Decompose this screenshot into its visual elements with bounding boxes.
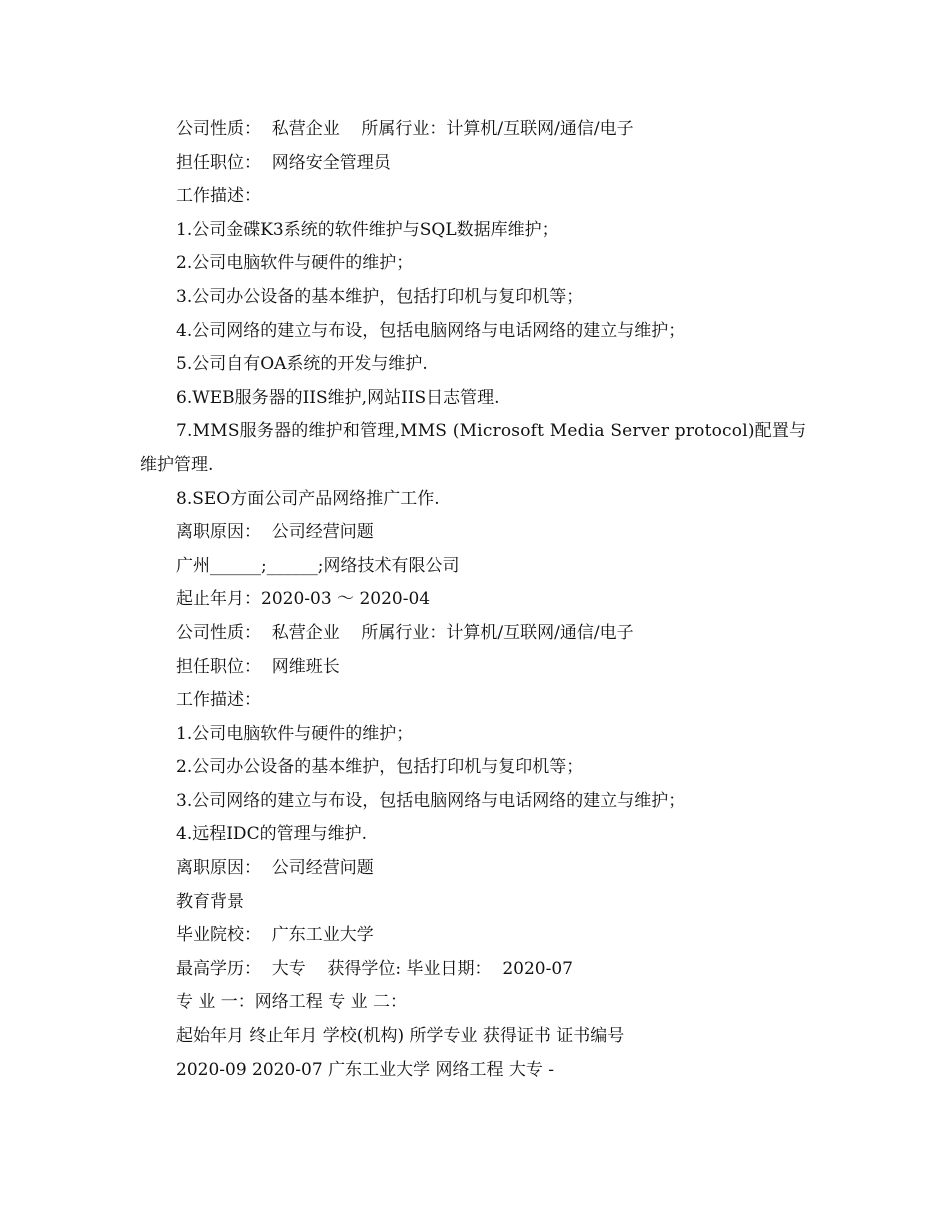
job-description-heading-1: 工作描述： bbox=[176, 186, 261, 207]
job-duty-item-continuation: 维护管理. bbox=[140, 454, 214, 475]
highest-degree-line: 最高学历： 大专 获得学位: 毕业日期： 2020-07 bbox=[176, 958, 574, 979]
job-duty-item: 3.公司办公设备的基本维护，包括打印机与复印机等； bbox=[176, 286, 584, 307]
company-nature-line-1: 公司性质： 私营企业 所属行业：计算机/互联网/通信/电子 bbox=[176, 119, 634, 139]
education-heading: 教育背景 bbox=[176, 891, 244, 912]
job-duty-item: 1.公司电脑软件与硬件的维护； bbox=[176, 723, 414, 744]
leaving-reason-line-1: 离职原因： 公司经营问题 bbox=[176, 522, 374, 543]
resume-body bbox=[140, 113, 820, 1087]
education-table-row: 2020-09 2020-07 广东工业大学 网络工程 大专 - bbox=[176, 1059, 555, 1080]
major-line: 专 业 一：网络工程 专 业 二： bbox=[176, 992, 408, 1013]
job-duty-item: 6.WEB服务器的IIS维护,网站IIS日志管理. bbox=[176, 387, 500, 408]
job-duty-item: 5.公司自有OA系统的开发与维护. bbox=[176, 354, 428, 375]
job-duty-item: 2.公司电脑软件与硬件的维护； bbox=[176, 253, 414, 274]
graduate-school-line: 毕业院校： 广东工业大学 bbox=[176, 925, 374, 946]
job-description-heading-2: 工作描述： bbox=[176, 690, 261, 711]
job-duty-item: 8.SEO方面公司产品网络推广工作. bbox=[176, 488, 440, 509]
job-duty-item: 1.公司金碟K3系统的软件维护与SQL数据库维护； bbox=[176, 219, 559, 240]
job-duty-item: 7.MMS服务器的维护和管理,MMS (Microsoft Media Server protocol)配置与 bbox=[176, 421, 807, 442]
company-nature-line-2: 公司性质： 私营企业 所属行业：计算机/互联网/通信/电子 bbox=[176, 622, 634, 643]
job-duty-item: 3.公司网络的建立与布设，包括电脑网络与电话网络的建立与维护； bbox=[176, 790, 686, 811]
job-duty-item: 2.公司办公设备的基本维护，包括打印机与复印机等； bbox=[176, 757, 584, 778]
position-line-2: 担任职位： 网维班长 bbox=[176, 656, 340, 677]
education-table-header: 起始年月 终止年月 学校(机构) 所学专业 获得证书 证书编号 bbox=[176, 1026, 625, 1047]
job-duty-item: 4.远程IDC的管理与维护. bbox=[176, 824, 367, 845]
position-line-1: 担任职位： 网络安全管理员 bbox=[176, 152, 391, 173]
employment-period-line: 起止年月：2020-03 ～ 2020-04 bbox=[176, 589, 431, 610]
job-duty-item: 4.公司网络的建立与布设，包括电脑网络与电话网络的建立与维护； bbox=[176, 320, 686, 341]
leaving-reason-line-2: 离职原因： 公司经营问题 bbox=[176, 858, 374, 879]
company-name-line: 广州______;______;网络技术有限公司 bbox=[176, 555, 460, 576]
